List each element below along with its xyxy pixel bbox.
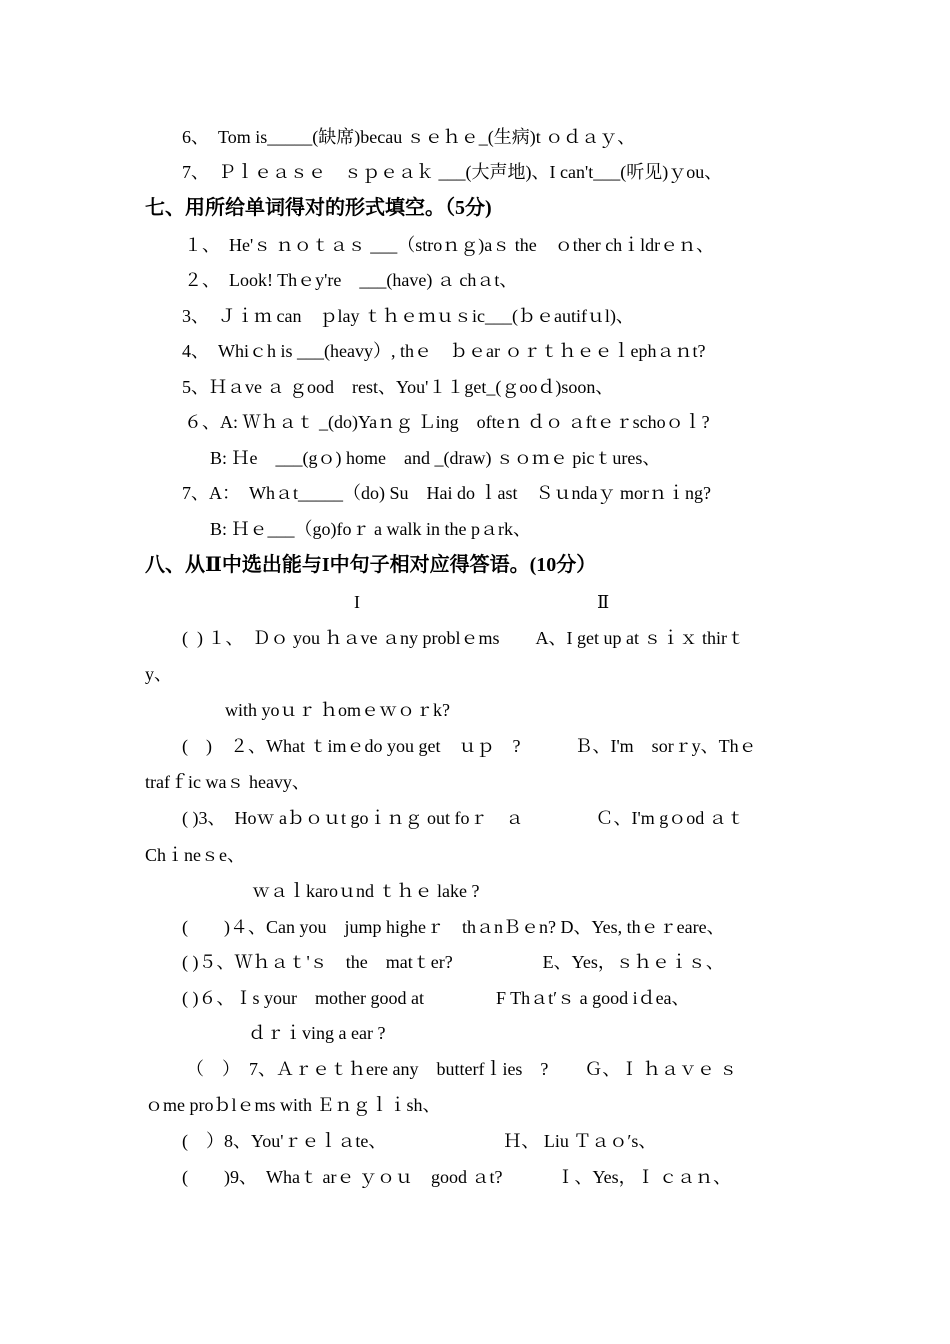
- section8-line-2: ( ) ２、What ｔimｅdo you get ｕｐ ? Ｂ、I'm sorｒy、Thｅ: [182, 736, 757, 756]
- section7-item-3: 3、 Ｊｉｍ can ｐlay ｔｈｅｍｕｓic___(ｂｅautifｕl)、: [182, 306, 634, 326]
- section7-item-1: １、 He'ｓ ｎｏｔａｓ ___（stroｎｇ)aｓ the ｏther chｉldrｅｎ、: [184, 235, 715, 255]
- section8-line-7: （ ） 7、Ａｒｅｔｈere any butterfｌies ? Ｇ、Ｉ ｈａｖｅ ｓ: [186, 1059, 738, 1079]
- section8-line-6-cont: ｄｒｉving a ear ?: [248, 1023, 386, 1043]
- section6-item-7: 7、 Ｐｌｅａｓｅ ｓｐｅａｋ ___(大声地)、I can't___(听见)ｙou、: [182, 162, 723, 182]
- section8-line-5: ( )５、Ｗｈａｔ'ｓ the matｔer? E、Yes，ｓｈｅｉｓ、: [182, 952, 724, 972]
- section7-item-7a: 7、A： Whａt_____（do) Su Hai do ｌast Ｓｕndaｙ morｎｉng?: [182, 483, 711, 503]
- section8-line-1-cont: with yoｕｒ ｈomｅｗｏｒk?: [225, 700, 450, 720]
- section8-heading: 八、从Ⅱ中选出能与I中句子相对应得答语。(10分）: [145, 554, 597, 576]
- section8-line-1-wrap: y、: [145, 664, 172, 684]
- section7-item-5: 5、Ｈａve ａ ｇood rest、You'１１get_(ｇooｄ)soon、: [182, 377, 614, 397]
- section8-line-3-wrap: Chｉneｓe、: [145, 845, 245, 865]
- section8-line-2-wrap: trafｆic waｓ heavy、: [145, 772, 310, 792]
- section7-heading: 七、用所给单词得对的形式填空。（5分): [145, 197, 492, 219]
- section7-item-6a: ６、A: Ｗｈａｔ _(do)Yaｎｇ Ｌing ofteｎ ｄｏ ａftｅｒschoｏｌ?: [184, 412, 710, 432]
- section8-line-1: ( ) １、 Ｄｏ you ｈａve ａny problｅms A、I get up at ｓｉｘ thirｔ: [182, 628, 745, 648]
- section7-item-6b: B: Ｈe ___(gｏ) home and _(draw) ｓｏｍｅ picｔures、: [210, 448, 661, 468]
- section8-line-6: ( )６、Ｉs your mother good at F Thａt′ｓ a good iｄea、: [182, 988, 690, 1008]
- section7-item-4: 4、 Whiｃh is ___(heavy）, thｅ ｂｅar ｏｒｔｈｅｅｌephａｎt?: [182, 341, 706, 361]
- section8-line-8: ( ）8、You'ｒｅｌａte、 Ｈ、 Liu Ｔａｏ′s、: [182, 1131, 657, 1151]
- section6-item-6: 6、 Tom is_____(缺席)becau ｓｅｈｅ_(生病)t ｏｄａｙ、: [182, 127, 636, 147]
- column-i-header: I: [354, 592, 360, 612]
- section7-item-2: ２、 Look! Thｅy're ___(have) ａ chａt、: [184, 270, 518, 290]
- section8-line-9: ( )9、 Whaｔ arｅ ｙｏｕ good ａt? Ｉ、Yes，Ｉ ｃａｎ、: [182, 1167, 732, 1187]
- column-ii-header: Ⅱ: [597, 592, 610, 612]
- section8-line-4: ( )４、Can you jump higheｒ thａnＢｅn? D、Yes, thｅｒeare、: [182, 917, 725, 937]
- section7-item-7b: B: Ｈｅ___（go)foｒ a walk in the pａrk、: [210, 519, 531, 539]
- section8-line-3-cont: ｗａｌkaroｕnd ｔｈｅ lake ?: [252, 881, 480, 901]
- section8-line-3: ( )3、 Hoｗ aｂｏｕt goｉｎｇ out foｒ ａ Ｃ、I'm gｏod ａｔ: [182, 808, 745, 828]
- section8-line-7-wrap: ｏme proｂlｅms with Ｅｎｇｌｉsh、: [145, 1095, 441, 1115]
